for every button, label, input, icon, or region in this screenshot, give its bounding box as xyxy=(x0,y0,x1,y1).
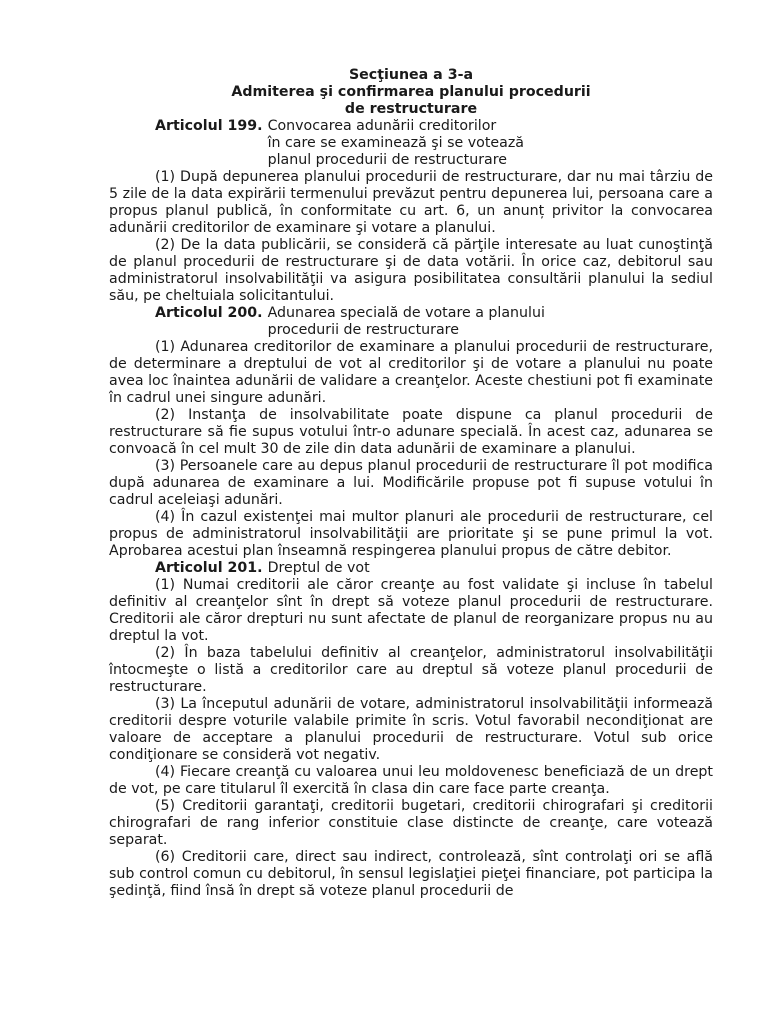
paragraph: (2) De la data publicării, se consideră că părţile interesate au luat cunoştinţă de planul procedurii de restructurare şi de data votării. În orice caz, debitorul sau administratorul insolvabilităţii va asigura posibilitatea consultării planului la sediul său, pe cheltuiala solicitantului. xyxy=(109,237,713,304)
paragraph: (4) Fiecare creanţă cu valoarea unui leu moldovenesc beneficiază de un drept de vot, pe care titularul îl exercită în clasa din care face parte creanţa. xyxy=(109,764,713,797)
paragraph: (5) Creditorii garantaţi, creditorii bugetari, creditorii chirografari şi creditorii chirografari de rang inferior constituie clase distincte de creanţe, care votează separat. xyxy=(109,798,713,848)
paragraph: (6) Creditorii care, direct sau indirect, controlează, sînt controlaţi ori se află sub control comun cu debitorul, în sensul legislaţiei pieţei financiare, pot participa la şedinţă, fiind însă în drept să voteze planul procedurii de xyxy=(109,849,713,899)
paragraph: (4) În cazul existenţei mai multor planuri ale procedurii de restructurare, cel propus de administratorul insolvabilităţii are prioritate şi se pune primul la vot. Aprobarea acestui plan înseamnă respingerea planului propus de către debitor. xyxy=(109,509,713,559)
paragraph: (1) Numai creditorii ale căror creanţe au fost validate şi incluse în tabelul definitiv al creanţelor sînt în drept să voteze planul procedurii de restructurare. Creditorii ale căror drepturi nu sunt afectate de planul de reorganizare propus nu au dreptul la vot. xyxy=(109,577,713,644)
article-title: Adunarea specială de votare a planului procedurii de restructurare xyxy=(267,305,545,338)
article-201-heading xyxy=(109,560,713,577)
section-heading: Secţiunea a 3-a xyxy=(348,67,474,83)
article-200-heading xyxy=(109,305,713,339)
paragraph: (1) Adunarea creditorilor de examinare a planului procedurii de restructurare, de determinare a dreptului de vot al creditorilor şi de votare a planului nu poate avea loc înaintea adunării de validare a creanţelor. Aceste chestiuni pot fi examinate în cadrul unei singure adunări. xyxy=(109,339,713,406)
article-label: Articolul 199. xyxy=(155,118,263,134)
document-page xyxy=(109,67,713,900)
article-label: Articolul 201. xyxy=(155,560,263,576)
article-label: Articolul 200. xyxy=(155,305,263,321)
article-title: Convocarea adunării creditorilor în care se examinează şi se votează planul procedurii de restructurare xyxy=(267,118,524,168)
paragraph: (2) Instanţa de insolvabilitate poate dispune ca planul procedurii de restructurare să fie supus votului într-o adunare specială. În acest caz, adunarea se convoacă în cel mult 30 de zile din data adunării de examinare a planului. xyxy=(109,407,713,457)
section-title-line-1: Admiterea şi confirmarea planului procedurii xyxy=(231,84,591,100)
paragraph: (3) Persoanele care au depus planul procedurii de restructurare îl pot modifica după adunarea de examinare a lui. Modificările propuse pot fi supuse votului în cadrul aceleiaşi adunări. xyxy=(109,458,713,508)
article-199-heading xyxy=(109,118,713,169)
paragraph: (2) În baza tabelului definitiv al creanţelor, administratorul insolvabilităţii întocmeşte o listă a creditorilor care au dreptul să voteze planul procedurii de restructurare. xyxy=(109,645,713,695)
paragraph: (3) La începutul adunării de votare, administratorul insolvabilităţii informează creditorii despre voturile valabile primite în scris. Votul favorabil necondiţionat are valoare de acceptare a planului procedurii de restructurare. Votul sub orice condiţionare se consideră vot negativ. xyxy=(109,696,713,763)
section-title-line-2: de restructurare xyxy=(344,101,478,117)
paragraph: (1) După depunerea planului procedurii de restructurare, dar nu mai târziu de 5 zile de la data expirării termenului prevăzut pentru depunerea lui, persoana care a propus planul publică, în conformitate cu art. 6, un anunț privitor la convocarea adunării creditorilor de examinare şi votare a planului. xyxy=(109,169,713,236)
article-title: Dreptul de vot xyxy=(267,560,370,576)
